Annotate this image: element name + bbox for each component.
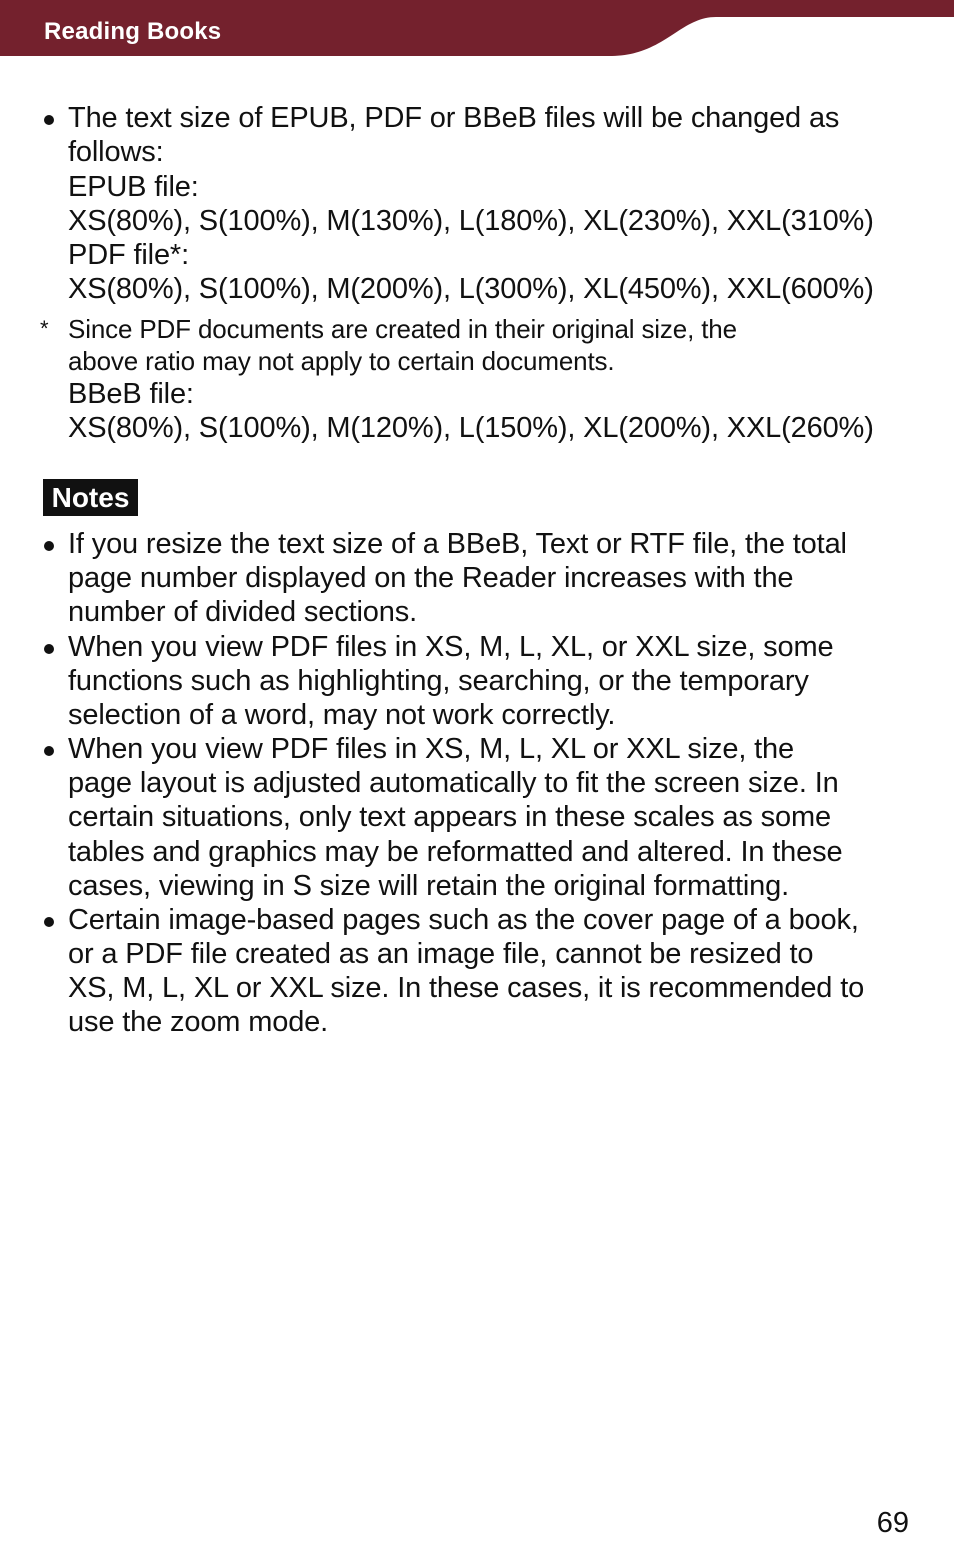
note-line: certain situations, only text appears in these scales as some: [68, 801, 831, 833]
note-line: XS, M, L, XL or XXL size. In these cases, it is recommended to: [68, 972, 865, 1004]
epub-heading: EPUB file:: [68, 171, 199, 203]
page-header: [0, 0, 954, 58]
footnote-marker: *: [40, 316, 49, 341]
bullet-icon: [44, 746, 54, 756]
note-line: use the zoom mode.: [68, 1006, 329, 1038]
note-line: Certain image-based pages such as the cover page of a book,: [68, 904, 859, 936]
note-line: cases, viewing in S size will retain the original formatting.: [68, 870, 790, 902]
note-line: If you resize the text size of a BBeB, Text or RTF file, the total: [68, 528, 847, 560]
bullet-icon: [44, 917, 54, 927]
pdf-sizes: XS(80%), S(100%), M(200%), L(300%), XL(450%), XXL(600%): [68, 273, 874, 305]
section-title: Reading Books: [44, 18, 222, 45]
pdf-heading: PDF file*:: [68, 239, 189, 271]
note-line: number of divided sections.: [68, 596, 417, 628]
note-line: When you view PDF files in XS, M, L, XL or XXL size, the: [68, 733, 795, 765]
bbeb-heading: BBeB file:: [68, 378, 194, 410]
note-line: selection of a word, may not work correctly.: [68, 699, 616, 731]
note-line: page number displayed on the Reader increases with the: [68, 562, 794, 594]
epub-sizes: XS(80%), S(100%), M(130%), L(180%), XL(230%), XXL(310%): [68, 205, 874, 237]
note-line: tables and graphics may be reformatted and altered. In these: [68, 836, 843, 868]
note-line: or a PDF file created as an image file, cannot be resized to: [68, 938, 814, 970]
bbeb-sizes: XS(80%), S(100%), M(120%), L(150%), XL(200%), XXL(260%): [68, 412, 874, 444]
footnote-text: Since PDF documents are created in their original size, the: [68, 314, 737, 344]
note-line: functions such as highlighting, searching, or the temporary: [68, 665, 809, 697]
text-size-line: The text size of EPUB, PDF or BBeB files will be changed as: [68, 102, 840, 134]
note-line: When you view PDF files in XS, M, L, XL, or XXL size, some: [68, 631, 834, 663]
footnote-text: above ratio may not apply to certain documents.: [68, 346, 615, 376]
page-number: 69: [876, 1507, 909, 1539]
notes-label: Notes: [43, 479, 138, 516]
text-size-line: follows:: [68, 136, 164, 168]
note-line: page layout is adjusted automatically to fit the screen size. In: [68, 767, 839, 799]
bullet-icon: [44, 644, 54, 654]
bullet-icon: [44, 541, 54, 551]
bullet-icon: [44, 115, 54, 125]
